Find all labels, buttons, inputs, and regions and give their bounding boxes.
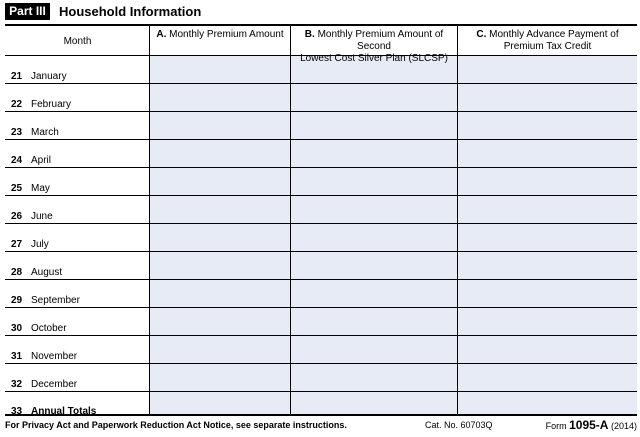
- row-october: 30 October: [11, 323, 67, 334]
- row-divider: [5, 279, 637, 280]
- column-b-field[interactable]: [291, 56, 457, 414]
- row-august: 28 August: [11, 267, 63, 278]
- row-may: 25 May: [11, 183, 50, 194]
- row-divider: [5, 195, 637, 196]
- month-column-header: Month: [63, 36, 92, 47]
- part-header: [5, 0, 637, 24]
- column-c-field[interactable]: [458, 56, 637, 414]
- column-c-header: C. Monthly Advance Payment of Premium Tax Credit: [476, 29, 619, 52]
- part-title: Household Information: [59, 4, 202, 19]
- row-june: 26 June: [11, 211, 53, 222]
- column-a-field[interactable]: [150, 56, 290, 414]
- row-divider: [5, 391, 637, 392]
- row-september: 29 September: [11, 295, 80, 306]
- row-july: 27 July: [11, 239, 49, 250]
- row-annual-totals: 33 Annual Totals: [11, 406, 97, 417]
- row-april: 24 April: [11, 155, 52, 166]
- divider: [149, 26, 150, 414]
- catalog-number: Cat. No. 60703Q: [425, 420, 493, 430]
- divider: [290, 26, 291, 414]
- row-divider: [5, 139, 637, 140]
- row-february: 22 February: [11, 99, 72, 110]
- row-march: 23 March: [11, 127, 59, 138]
- row-december: 32 December: [11, 379, 78, 390]
- row-january: 21 January: [11, 71, 67, 82]
- form-identifier: Form 1095-A (2014): [545, 418, 637, 432]
- divider: [457, 26, 458, 414]
- row-divider: [5, 111, 637, 112]
- column-a-header: A. Monthly Premium Amount: [156, 29, 284, 40]
- row-november: 31 November: [11, 351, 78, 362]
- column-b-header: B. Monthly Premium Amount of Second Lowest Cost Silver Plan (SLCSP): [300, 29, 448, 64]
- form-footer: [5, 418, 637, 434]
- privacy-notice: For Privacy Act and Paperwork Reduction Act Notice, see separate instructions.: [5, 420, 347, 430]
- row-divider: [5, 307, 637, 308]
- part-badge: Part III: [5, 3, 50, 20]
- row-divider: [5, 83, 637, 84]
- row-divider: [5, 223, 637, 224]
- row-divider: [5, 251, 637, 252]
- row-divider: [5, 363, 637, 364]
- row-divider: [5, 335, 637, 336]
- row-divider: [5, 167, 637, 168]
- household-table: [5, 24, 637, 416]
